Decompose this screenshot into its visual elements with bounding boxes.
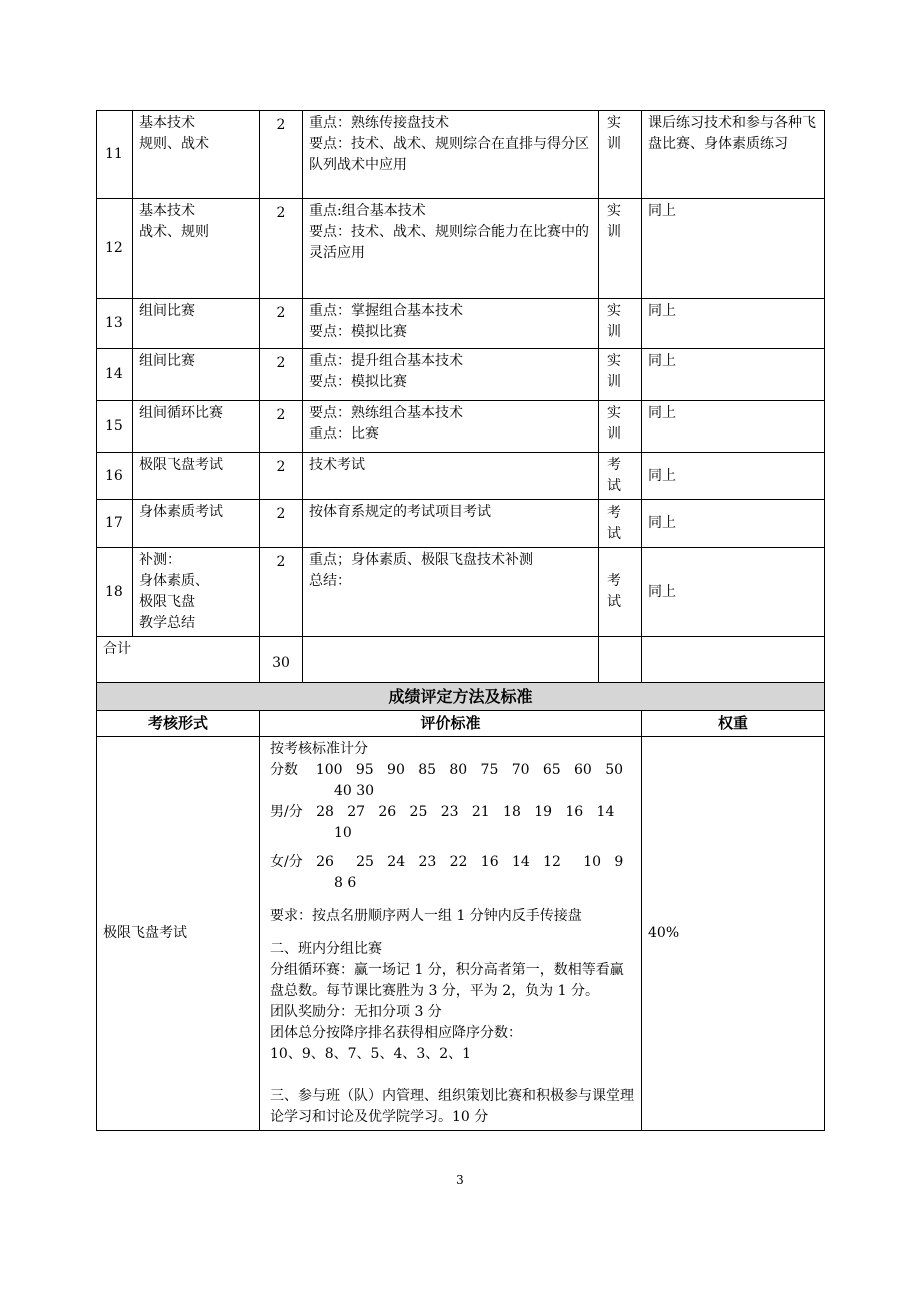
lesson-content bbox=[133, 453, 260, 500]
female-score-row-cont: 8 6 bbox=[334, 875, 357, 891]
female-score-row: 女/分 26 25 24 23 22 16 14 12 10 9 bbox=[270, 854, 624, 870]
lesson-hours: 2 bbox=[260, 548, 303, 637]
lesson-focus-line: 按体育系规定的考试项目考试 bbox=[309, 504, 491, 520]
lesson-type-char: 训 bbox=[607, 324, 621, 340]
lesson-content-line: 规则、战术 bbox=[139, 136, 209, 152]
lesson-hours: 2 bbox=[260, 401, 303, 453]
team-bonus: 团队奖励分：无扣分项 3 分 bbox=[270, 1004, 442, 1020]
lesson-number: 11 bbox=[97, 111, 133, 199]
lesson-type-char: 试 bbox=[607, 478, 621, 494]
lesson-content-line: 组间比赛 bbox=[139, 353, 195, 369]
lesson-remarks: 同上 bbox=[642, 199, 825, 299]
score-row: 分数 100 95 90 85 80 75 70 65 60 50 bbox=[270, 762, 624, 778]
lesson-type-char: 实 bbox=[607, 303, 621, 319]
lesson-remarks: 同上 bbox=[642, 548, 825, 637]
lesson-focus-line: 重点；身体素质、极限飞盘技术补测 bbox=[309, 552, 533, 568]
lesson-hours: 2 bbox=[260, 111, 303, 199]
lesson-content-line: 极限飞盘考试 bbox=[139, 457, 223, 473]
lesson-focus bbox=[303, 349, 599, 401]
criteria-intro: 按考核标准计分 bbox=[270, 741, 368, 757]
lesson-type-char: 考 bbox=[607, 573, 621, 589]
document-page bbox=[96, 110, 824, 1131]
lesson-focus bbox=[303, 548, 599, 637]
col-criteria-header: 评价标准 bbox=[260, 711, 642, 737]
lesson-content bbox=[133, 548, 260, 637]
lesson-hours: 2 bbox=[260, 500, 303, 548]
schedule-row bbox=[97, 349, 825, 401]
lesson-number: 18 bbox=[97, 548, 133, 637]
score-row-cont: 40 30 bbox=[334, 783, 375, 799]
lesson-type-char: 训 bbox=[607, 374, 621, 390]
total-hours: 30 bbox=[260, 637, 303, 683]
lesson-content-line: 极限飞盘 bbox=[139, 594, 195, 610]
lesson-content-line: 基本技术 bbox=[139, 115, 195, 131]
schedule-row bbox=[97, 500, 825, 548]
lesson-number: 17 bbox=[97, 500, 133, 548]
lesson-content-line: 组间循环比赛 bbox=[139, 405, 223, 421]
lesson-type-char: 试 bbox=[607, 594, 621, 610]
lesson-focus-line: 要点：模拟比赛 bbox=[309, 374, 407, 390]
lesson-content bbox=[133, 401, 260, 453]
lesson-content-line: 基本技术 bbox=[139, 203, 195, 219]
assessment-form: 极限飞盘考试 bbox=[97, 737, 260, 1131]
lesson-number: 13 bbox=[97, 299, 133, 349]
col-form-header: 考核形式 bbox=[97, 711, 260, 737]
lesson-focus-line: 要点：熟练组合基本技术 bbox=[309, 405, 463, 421]
lesson-type bbox=[599, 401, 642, 453]
lesson-type bbox=[599, 299, 642, 349]
lesson-number: 15 bbox=[97, 401, 133, 453]
lesson-content bbox=[133, 349, 260, 401]
lesson-focus bbox=[303, 111, 599, 199]
schedule-row bbox=[97, 548, 825, 637]
lesson-remarks: 同上 bbox=[642, 500, 825, 548]
lesson-focus-line: 重点:组合基本技术 bbox=[309, 203, 426, 219]
lesson-content-line: 教学总结 bbox=[139, 615, 195, 631]
lesson-focus bbox=[303, 199, 599, 299]
assessment-criteria bbox=[260, 737, 642, 1131]
team-total: 团体总分按降序排名获得相应降序分数： bbox=[270, 1025, 522, 1041]
lesson-type-char: 考 bbox=[607, 504, 621, 521]
lesson-remarks: 同上 bbox=[642, 299, 825, 349]
col-weight-header: 权重 bbox=[642, 711, 825, 737]
lesson-focus-line: 重点：比赛 bbox=[309, 426, 379, 442]
lesson-type bbox=[599, 500, 642, 548]
schedule-row bbox=[97, 299, 825, 349]
lesson-content-line: 组间比赛 bbox=[139, 303, 195, 319]
lesson-type bbox=[599, 111, 642, 199]
lesson-focus bbox=[303, 453, 599, 500]
lesson-hours: 2 bbox=[260, 299, 303, 349]
schedule-row bbox=[97, 111, 825, 199]
male-score-row-cont: 10 bbox=[334, 825, 352, 841]
lesson-type bbox=[599, 199, 642, 299]
lesson-number: 14 bbox=[97, 349, 133, 401]
male-score-row: 男/分 28 27 26 25 23 21 18 19 16 14 bbox=[270, 804, 615, 820]
lesson-content bbox=[133, 500, 260, 548]
schedule-row bbox=[97, 453, 825, 500]
lesson-remarks: 同上 bbox=[642, 349, 825, 401]
page-number: 3 bbox=[456, 1173, 464, 1187]
assessment-weight: 40% bbox=[642, 737, 825, 1131]
lesson-focus-line: 要点：技术、战术、规则综合能力在比赛中的灵活应用 bbox=[309, 224, 589, 261]
lesson-type-char: 训 bbox=[607, 224, 621, 240]
grading-row bbox=[97, 737, 825, 1131]
lesson-focus bbox=[303, 401, 599, 453]
lesson-type-char: 训 bbox=[607, 426, 621, 442]
lesson-content-line: 补测： bbox=[139, 552, 181, 568]
lesson-remarks: 同上 bbox=[642, 401, 825, 453]
lesson-hours: 2 bbox=[260, 349, 303, 401]
lesson-type-char: 实 bbox=[607, 353, 621, 369]
total-label: 合计 bbox=[97, 637, 260, 683]
schedule-row bbox=[97, 401, 825, 453]
part2-text: 分组循环赛：赢一场记 1 分，积分高者第一，数相等看赢盘总数。每节课比赛胜为 3 分，平为 2，负为 1 分。 bbox=[270, 962, 624, 999]
lesson-focus-line: 重点：掌握组合基本技术 bbox=[309, 303, 463, 319]
lesson-content-line: 身体素质考试 bbox=[139, 504, 223, 520]
lesson-content bbox=[133, 111, 260, 199]
lesson-focus-line: 总结： bbox=[309, 573, 351, 589]
lesson-content bbox=[133, 199, 260, 299]
schedule-row bbox=[97, 199, 825, 299]
requirement-text: 要求：按点名册顺序两人一组 1 分钟内反手传接盘 bbox=[270, 908, 582, 924]
part2-title: 二、班内分组比赛 bbox=[270, 941, 382, 957]
lesson-focus bbox=[303, 299, 599, 349]
lesson-content bbox=[133, 299, 260, 349]
lesson-remarks: 同上 bbox=[642, 453, 825, 500]
lesson-type-char: 考 bbox=[607, 457, 621, 473]
lesson-type bbox=[599, 453, 642, 500]
lesson-focus bbox=[303, 500, 599, 548]
schedule-table bbox=[96, 110, 825, 1131]
lesson-type bbox=[599, 548, 642, 637]
lesson-type-char: 试 bbox=[607, 525, 621, 542]
lesson-remarks: 课后练习技术和参与各种飞盘比赛、身体素质练习 bbox=[642, 111, 825, 199]
lesson-hours: 2 bbox=[260, 199, 303, 299]
grading-header-row bbox=[97, 711, 825, 737]
grading-section-row bbox=[97, 683, 825, 711]
lesson-focus-line: 要点：技术、战术、规则综合在直排与得分区队列战术中应用 bbox=[309, 136, 589, 173]
lesson-type-char: 实 bbox=[607, 203, 621, 219]
lesson-number: 16 bbox=[97, 453, 133, 500]
lesson-number: 12 bbox=[97, 199, 133, 299]
team-scores: 10、9、8、7、5、4、3、2、1 bbox=[270, 1046, 472, 1062]
grading-section-title: 成绩评定方法及标准 bbox=[97, 683, 825, 711]
lesson-hours: 2 bbox=[260, 453, 303, 500]
lesson-focus-line: 要点：模拟比赛 bbox=[309, 324, 407, 340]
part3-text: 三、参与班（队）内管理、组织策划比赛和积极参与课堂理论学习和讨论及优学院学习。10 分 bbox=[270, 1088, 634, 1125]
lesson-type-char: 实 bbox=[607, 405, 621, 421]
lesson-content-line: 身体素质、 bbox=[139, 573, 209, 589]
total-row bbox=[97, 637, 825, 683]
lesson-type-char: 实 bbox=[607, 115, 621, 131]
lesson-focus-line: 技术考试 bbox=[309, 457, 365, 473]
lesson-focus-line: 重点：提升组合基本技术 bbox=[309, 353, 463, 369]
lesson-focus-line: 重点：熟练传接盘技术 bbox=[309, 115, 449, 131]
lesson-type bbox=[599, 349, 642, 401]
lesson-content-line: 战术、规则 bbox=[139, 224, 209, 240]
lesson-type-char: 训 bbox=[607, 136, 621, 152]
